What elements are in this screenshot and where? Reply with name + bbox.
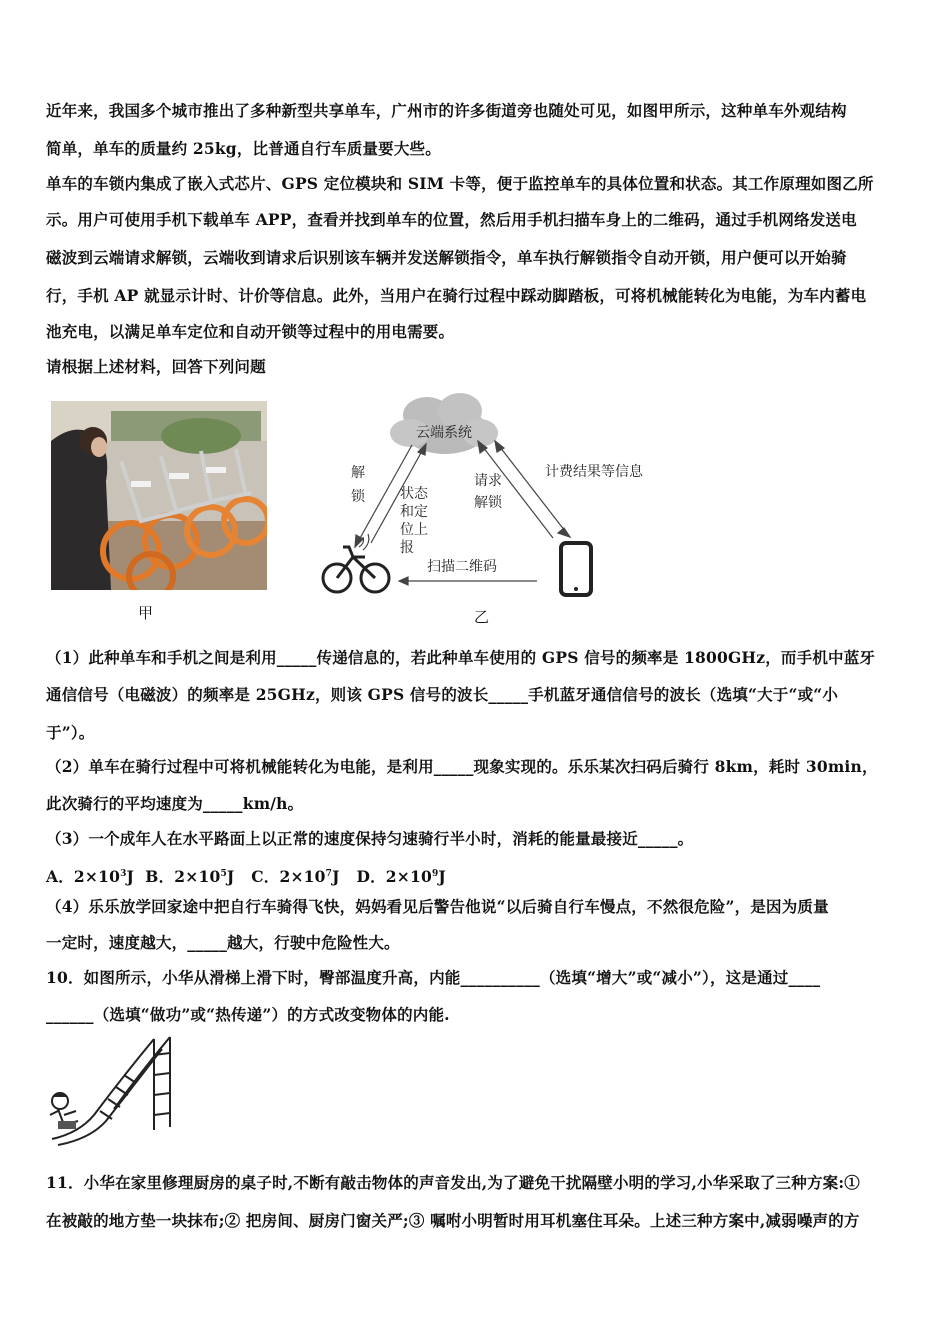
q9-part1-line-c: 于”）。 [46,723,95,742]
option-a: A．$2\times 10^3J$ [46,867,135,886]
q9-options [46,864,446,887]
q9-part1-line-a: （1）此种单车和手机之间是利用_____传递信息的，若此种单车使用的 GPS 信号的频率是 1800GHz，而手机中蓝牙 [46,648,876,667]
q10-line-a: 10．如图所示，小华从滑梯上滑下时，臀部温度升高，内能__________（选填“增大”或“减小”），这是通过____ [46,968,821,987]
q9-part4-line-b: 一定时，速度越大，_____越大，行驶中危险性大。 [46,933,400,952]
label-status-1: 状态 [400,486,428,502]
option-c: C．$2\times 10^7J$ [251,867,340,886]
label-request-1: 请求 [474,473,502,489]
q9-part4-line-a: （4）乐乐放学回家途中把自行车骑得飞快，妈妈看见后警告他说“以后骑自行车慢点，不然很危险”，是因为质量 [46,897,829,916]
intro-line-1: 近年来，我国多个城市推出了多种新型共享单车，广州市的许多街道旁也随处可见，如图甲所示，这种单车外观结构 [46,101,847,120]
label-status-2: 和定 [400,504,428,520]
label-status-3: 位上 [400,522,428,538]
q9-part3: （3）一个成年人在水平路面上以正常的速度保持匀速骑行半小时，消耗的能量最接近_____。 [46,829,694,848]
q9-part1-line-b: 通信信号（电磁波）的频率是 25GHz，则该 GPS 信号的波长_____手机蓝牙通信信号的波长（选填“大于“或“小 [46,685,839,704]
q11-line-a: 11．小华在家里修理厨房的桌子时,不断有敲击物体的声音发出,为了避免干扰隔壁小明的学习,小华采取了三种方案:① [46,1173,860,1192]
bike-icon [323,547,389,592]
label-billing: 计费结果等信息 [545,464,643,480]
intro-line-7: 池充电，以满足单车定位和自动开锁等过程中的用电需要。 [46,322,455,341]
label-unlock-2: 锁 [351,489,365,505]
label-status-4: 报 [400,540,414,556]
question-prompt: 请根据上述材料，回答下列问题 [46,357,266,376]
intro-line-6: 行，手机 AP 就显示计时、计价等信息。此外，当用户在骑行过程中踩动脚踏板，可将机械能转化为电能，为车内蓄电 [46,286,867,305]
intro-line-5: 磁波到云端请求解锁，云端收到请求后识别该车辆并发送解锁指令，单车执行解锁指令自动开锁，用户便可以开始骑 [46,248,847,267]
option-b: B．$2\times 10^5J$ [145,867,235,886]
q9-part2-line-b: 此次骑行的平均速度为_____km/h。 [46,794,304,813]
slide-figure [44,1035,176,1147]
q10-line-b: ______（选填“做功”或“热传递”）的方式改变物体的内能. [46,1005,450,1024]
cloud-label: 云端系统 [416,425,472,441]
label-request-2: 解锁 [474,495,502,511]
figure-jia-photo [51,401,267,590]
intro-line-4: 示。用户可使用手机下载单车 APP，查看并找到单车的位置，然后用手机扫描车身上的二维码，通过手机网络发送电 [46,210,857,229]
label-unlock-1: 解 [351,465,365,481]
q9-part2-line-a: （2）单车在骑行过程中可将机械能转化为电能，是利用_____现象实现的。乐乐某次扫码后骑行 8km，耗时 30min， [46,757,878,776]
label-scan-qr: 扫描二维码 [427,559,497,575]
phone-icon [561,543,591,595]
option-d: D．$2\times 10^9J$ [356,867,446,886]
figure-jia-caption: 甲 [138,604,154,622]
figure-yi-diagram [315,385,675,605]
figure-yi-caption: 乙 [474,608,490,626]
intro-line-2: 简单，单车的质量约 25kg，比普通自行车质量要大些。 [46,139,441,158]
intro-line-3: 单车的车锁内集成了嵌入式芯片、GPS 定位模块和 SIM 卡等，便于监控单车的具体位置和状态。其工作原理如图乙所 [46,174,874,193]
q11-line-b: 在被敲的地方垫一块抹布;② 把房间、厨房门窗关严;③ 嘱咐小明暂时用耳机塞住耳朵。上述三种方案中,减弱噪声的方 [46,1211,860,1230]
